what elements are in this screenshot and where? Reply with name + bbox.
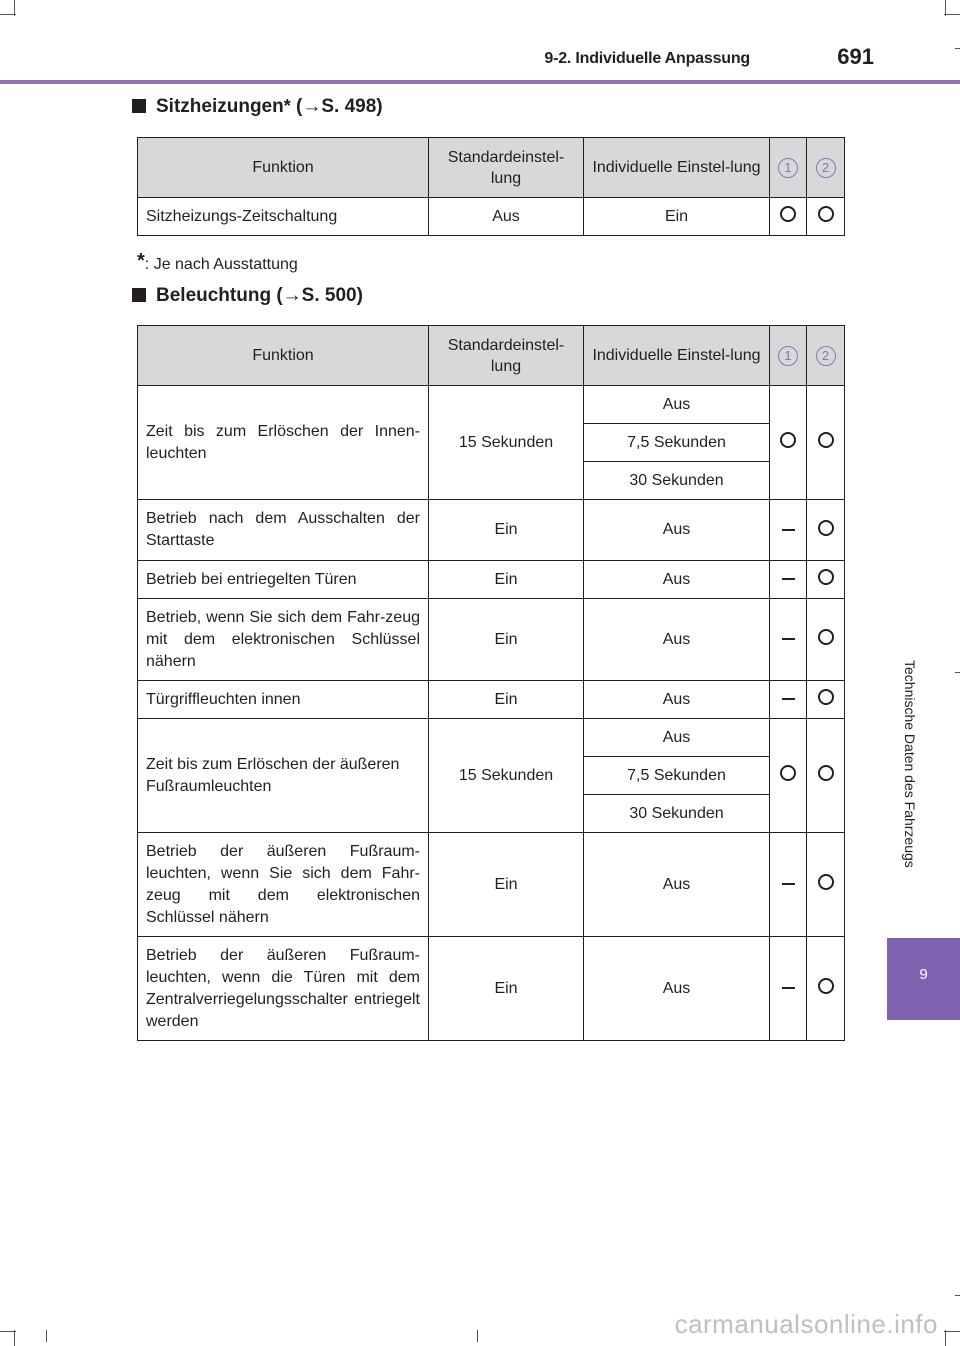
column-header-standard: Standardeinstel-lung xyxy=(429,326,584,386)
cell-individual: Ein xyxy=(584,198,770,236)
table-header-row xyxy=(138,138,845,198)
cell-standard: Ein xyxy=(429,500,584,561)
lighting-table xyxy=(137,325,845,1041)
cell-mark-1 xyxy=(770,719,807,833)
cell-mark-2 xyxy=(807,681,845,719)
cell-standard: Ein xyxy=(429,833,584,937)
number-2-icon: 2 xyxy=(816,346,836,366)
circle-icon xyxy=(780,765,796,781)
header-rule xyxy=(0,80,960,84)
page-reference-link[interactable]: S. 500 xyxy=(301,285,357,306)
cell-option: 7,5 Sekunden xyxy=(584,424,770,462)
section-title: Sitzheizungen xyxy=(156,96,284,117)
column-header-standard: Standardeinstel-lung xyxy=(429,138,584,198)
crop-mark xyxy=(945,0,946,16)
dash-icon xyxy=(782,883,795,885)
watermark: carmanualsonline.info xyxy=(674,1309,938,1339)
circle-icon xyxy=(818,765,834,781)
crop-mark xyxy=(477,1330,478,1342)
cell-individual: Aus xyxy=(584,599,770,681)
cell-option: 30 Sekunden xyxy=(584,795,770,833)
table-row xyxy=(138,386,845,424)
table-row xyxy=(138,500,845,561)
column-header-2 xyxy=(807,138,845,198)
cell-standard: 15 Sekunden xyxy=(429,719,584,833)
cell-funktion: Zeit bis zum Erlöschen der Innen-leuchten xyxy=(138,386,429,500)
crop-mark xyxy=(955,1295,960,1296)
cell-mark-1 xyxy=(770,681,807,719)
cell-mark-1 xyxy=(770,386,807,500)
table-row xyxy=(138,681,845,719)
dash-icon xyxy=(782,987,795,989)
cell-mark-2 xyxy=(807,719,845,833)
circle-icon xyxy=(818,569,834,585)
cell-mark-2 xyxy=(807,500,845,561)
circle-icon xyxy=(818,206,834,222)
crop-mark xyxy=(955,48,960,49)
cell-option: 7,5 Sekunden xyxy=(584,757,770,795)
arrow-icon: → xyxy=(302,96,322,117)
cell-standard: 15 Sekunden xyxy=(429,386,584,500)
table-row xyxy=(138,599,845,681)
footnote-text: : Je nach Ausstattung xyxy=(144,256,298,273)
cell-mark-2 xyxy=(807,833,845,937)
section-header: 9-2. Individuelle Anpassung xyxy=(544,50,750,67)
column-header-individual: Individuelle Einstel-lung xyxy=(584,138,770,198)
table-row xyxy=(138,719,845,757)
cell-funktion: Zeit bis zum Erlöschen der äußeren Fußraumleuchten xyxy=(138,719,429,833)
square-bullet-icon xyxy=(132,288,146,302)
crop-mark xyxy=(944,1331,960,1332)
column-header-1 xyxy=(770,326,807,386)
cell-funktion: Betrieb, wenn Sie sich dem Fahr-zeug mit dem elektronischen Schlüssel nähern xyxy=(138,599,429,681)
cell-standard: Ein xyxy=(429,681,584,719)
cell-mark-1 xyxy=(770,561,807,599)
circle-icon xyxy=(818,432,834,448)
column-header-individual: Individuelle Einstel-lung xyxy=(584,326,770,386)
page-number: 691 xyxy=(837,44,874,69)
chapter-tab xyxy=(887,938,960,1020)
chapter-tab-number: 9 xyxy=(919,966,928,983)
cell-funktion: Betrieb bei entriegelten Türen xyxy=(138,561,429,599)
dash-icon xyxy=(782,578,795,580)
crop-mark xyxy=(14,0,15,16)
crop-mark xyxy=(944,14,960,15)
crop-mark xyxy=(955,672,960,673)
column-header-2 xyxy=(807,326,845,386)
cell-standard: Aus xyxy=(429,198,584,236)
crop-mark xyxy=(945,1330,946,1346)
cell-mark-1 xyxy=(770,599,807,681)
cell-mark-1 xyxy=(770,198,807,236)
section-heading-seat-heating: Sitzheizungen * ( → S. 498 ) xyxy=(132,96,383,118)
section-heading-lighting: Beleuchtung ( → S. 500 ) xyxy=(132,285,363,307)
chapter-side-label: Technische Daten des Fahrzeugs xyxy=(902,660,918,868)
cell-funktion: Betrieb der äußeren Fußraum-leuchten, wenn die Türen mit dem Zentralverriegelungsschalter entriegelt werden xyxy=(138,937,429,1041)
crop-mark xyxy=(14,1330,15,1346)
circle-icon xyxy=(780,206,796,222)
table-header-row xyxy=(138,326,845,386)
cell-individual: Aus xyxy=(584,937,770,1041)
seat-heating-table xyxy=(137,137,845,236)
circle-icon xyxy=(818,689,834,705)
page-reference-link[interactable]: S. 498 xyxy=(321,96,377,117)
table-row xyxy=(138,561,845,599)
cell-individual: Aus xyxy=(584,833,770,937)
circle-icon xyxy=(818,874,834,890)
cell-mark-2 xyxy=(807,386,845,500)
column-header-1 xyxy=(770,138,807,198)
cell-standard: Ein xyxy=(429,561,584,599)
cell-option: Aus xyxy=(584,719,770,757)
cell-individual: Aus xyxy=(584,500,770,561)
footnote xyxy=(137,250,298,274)
cell-individual: Aus xyxy=(584,561,770,599)
cell-mark-1 xyxy=(770,937,807,1041)
cell-standard: Ein xyxy=(429,599,584,681)
column-header-funktion: Funktion xyxy=(138,326,429,386)
cell-mark-1 xyxy=(770,833,807,937)
dash-icon xyxy=(782,698,795,700)
circle-icon xyxy=(818,520,834,536)
cell-mark-2 xyxy=(807,937,845,1041)
circle-icon xyxy=(780,432,796,448)
cell-mark-2 xyxy=(807,198,845,236)
square-bullet-icon xyxy=(132,99,146,113)
dash-icon xyxy=(782,638,795,640)
number-1-icon: 1 xyxy=(778,158,798,178)
circle-icon xyxy=(818,978,834,994)
cell-funktion: Betrieb nach dem Ausschalten der Starttaste xyxy=(138,500,429,561)
circle-icon xyxy=(818,629,834,645)
cell-funktion: Betrieb der äußeren Fußraum-leuchten, wenn Sie sich dem Fahr-zeug mit dem elektronischen Schlüssel nähern xyxy=(138,833,429,937)
cell-option: 30 Sekunden xyxy=(584,462,770,500)
cell-individual: Aus xyxy=(584,681,770,719)
section-title: Beleuchtung xyxy=(156,285,272,306)
dash-icon xyxy=(782,529,795,531)
cell-mark-2 xyxy=(807,561,845,599)
table-row xyxy=(138,833,845,937)
footnote-marker: * xyxy=(137,250,145,272)
number-2-icon: 2 xyxy=(816,158,836,178)
crop-mark xyxy=(46,1330,47,1342)
cell-funktion: Türgriffleuchten innen xyxy=(138,681,429,719)
cell-mark-1 xyxy=(770,500,807,561)
cell-funktion: Sitzheizungs-Zeitschaltung xyxy=(138,198,429,236)
arrow-icon: → xyxy=(282,285,302,306)
cell-standard: Ein xyxy=(429,937,584,1041)
cell-option: Aus xyxy=(584,386,770,424)
column-header-funktion: Funktion xyxy=(138,138,429,198)
number-1-icon: 1 xyxy=(778,346,798,366)
table-row xyxy=(138,198,845,236)
table-row xyxy=(138,937,845,1041)
cell-mark-2 xyxy=(807,599,845,681)
